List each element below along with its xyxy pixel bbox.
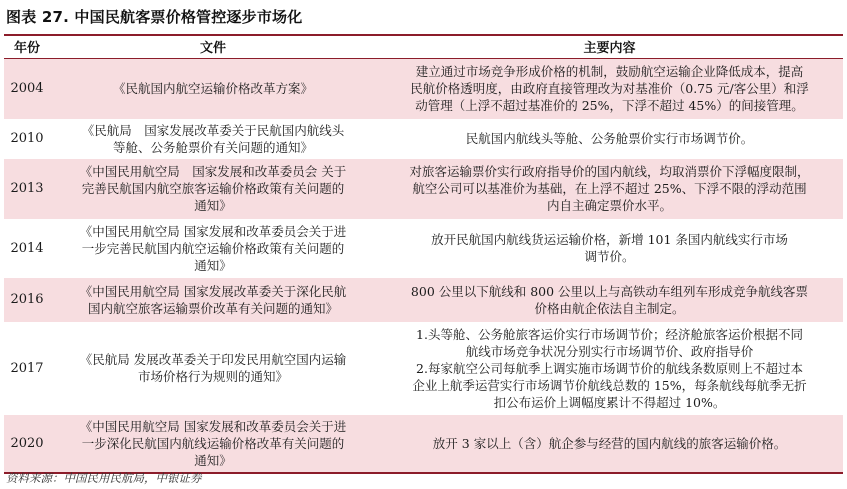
figure-title: 图表 27. 中国民航客票价格管控逐步市场化 (6, 8, 303, 26)
row-year: 2010 (10, 131, 44, 146)
table-header-row (4, 39, 843, 59)
header-content: 主要内容 (376, 39, 843, 59)
row-document: 《中国民用航空局 国家发展改革委关于深化民航 国内航空旅客运输票价改革有关问题的通知》 (50, 278, 376, 322)
header-document: 文件 (50, 39, 376, 59)
row-document: 《民航国内航空运输价格改革方案》 (50, 59, 376, 119)
row-content: 800 公里以下航线和 800 公里以上与高铁动车组列车形成竞争航线客票 价格由航企依法自主制定。 (376, 278, 843, 322)
row-year: 2013 (4, 159, 50, 219)
table-row (4, 219, 843, 278)
title-divider (4, 34, 843, 36)
row-year: 2017 (10, 360, 44, 376)
row-document: 《中国民用航空局 国家发展和改革委员会 关于 完善民航国内航空旅客运输价格政策有关问题的 通知》 (50, 159, 376, 219)
table-row (4, 322, 843, 415)
row-document: 《中国民用航空局 国家发展和改革委员会关于进 一步深化民航国内航线运输价格改革有关问题的 通知》 (50, 415, 376, 473)
policy-table (4, 39, 843, 474)
row-document: 《民航局 国家发展改革委关于民航国内航线头 等舱、公务舱票价有关问题的通知》 (81, 122, 345, 155)
row-year: 2014 (10, 240, 44, 256)
table-row (4, 159, 843, 219)
row-content: 放开民航国内航线货运运输价格，新增 101 条国内航线实行市场 调节价。 (431, 232, 788, 264)
row-document: 《民航局 发展改革委关于印发民用航空国内运输 市场价格行为规则的通知》 (79, 352, 347, 384)
table-row (4, 415, 843, 473)
row-content: 建立通过市场竞争形成价格的机制，鼓励航空运输企业降低成本，提高 民航价格透明度，由政府直接管理改为对基准价（0.75 元/客公里）和浮 动管理（上浮不超过基准价的 25%，下浮不超过 45%）的间接管理。 (376, 59, 843, 119)
table-row (4, 119, 843, 159)
row-content: 1.头等舱、公务舱旅客运价实行市场调节价；经济舱旅客运价根据不同 航线市场竞争状况分别实行市场调节价、政府指导价 2.每家航空公司每航季上调实施市场调节价的航线条数原则上不超过本 企业上航季运营实行市场调节价航线总数的 15%，每条航线每航季无折 扣公布运价上调幅度累计不得超过 10%。 (412, 326, 807, 410)
row-content: 民航国内航线头等舱、公务舱票价实行市场调节价。 (465, 131, 754, 146)
table-row (4, 278, 843, 322)
row-document: 《中国民用航空局 国家发展和改革委员会关于进 一步完善民航国内航空运输价格政策有关问题的 通知》 (79, 223, 347, 273)
row-content: 放开 3 家以上（含）航企参与经营的国内航线的旅客运输价格。 (376, 415, 843, 473)
row-year: 2016 (4, 278, 50, 322)
table-row (4, 59, 843, 119)
row-year: 2004 (4, 59, 50, 119)
header-year: 年份 (4, 39, 50, 59)
row-content: 对旅客运输票价实行政府指导价的国内航线，均取消票价下浮幅度限制， 航空公司可以基准价为基础，在上浮不超过 25%、下浮不限的浮动范围 内自主确定票价水平。 (376, 159, 843, 219)
row-year: 2020 (4, 415, 50, 473)
source-note: 资料来源：中国民用民航局，中银证券 (6, 471, 202, 485)
